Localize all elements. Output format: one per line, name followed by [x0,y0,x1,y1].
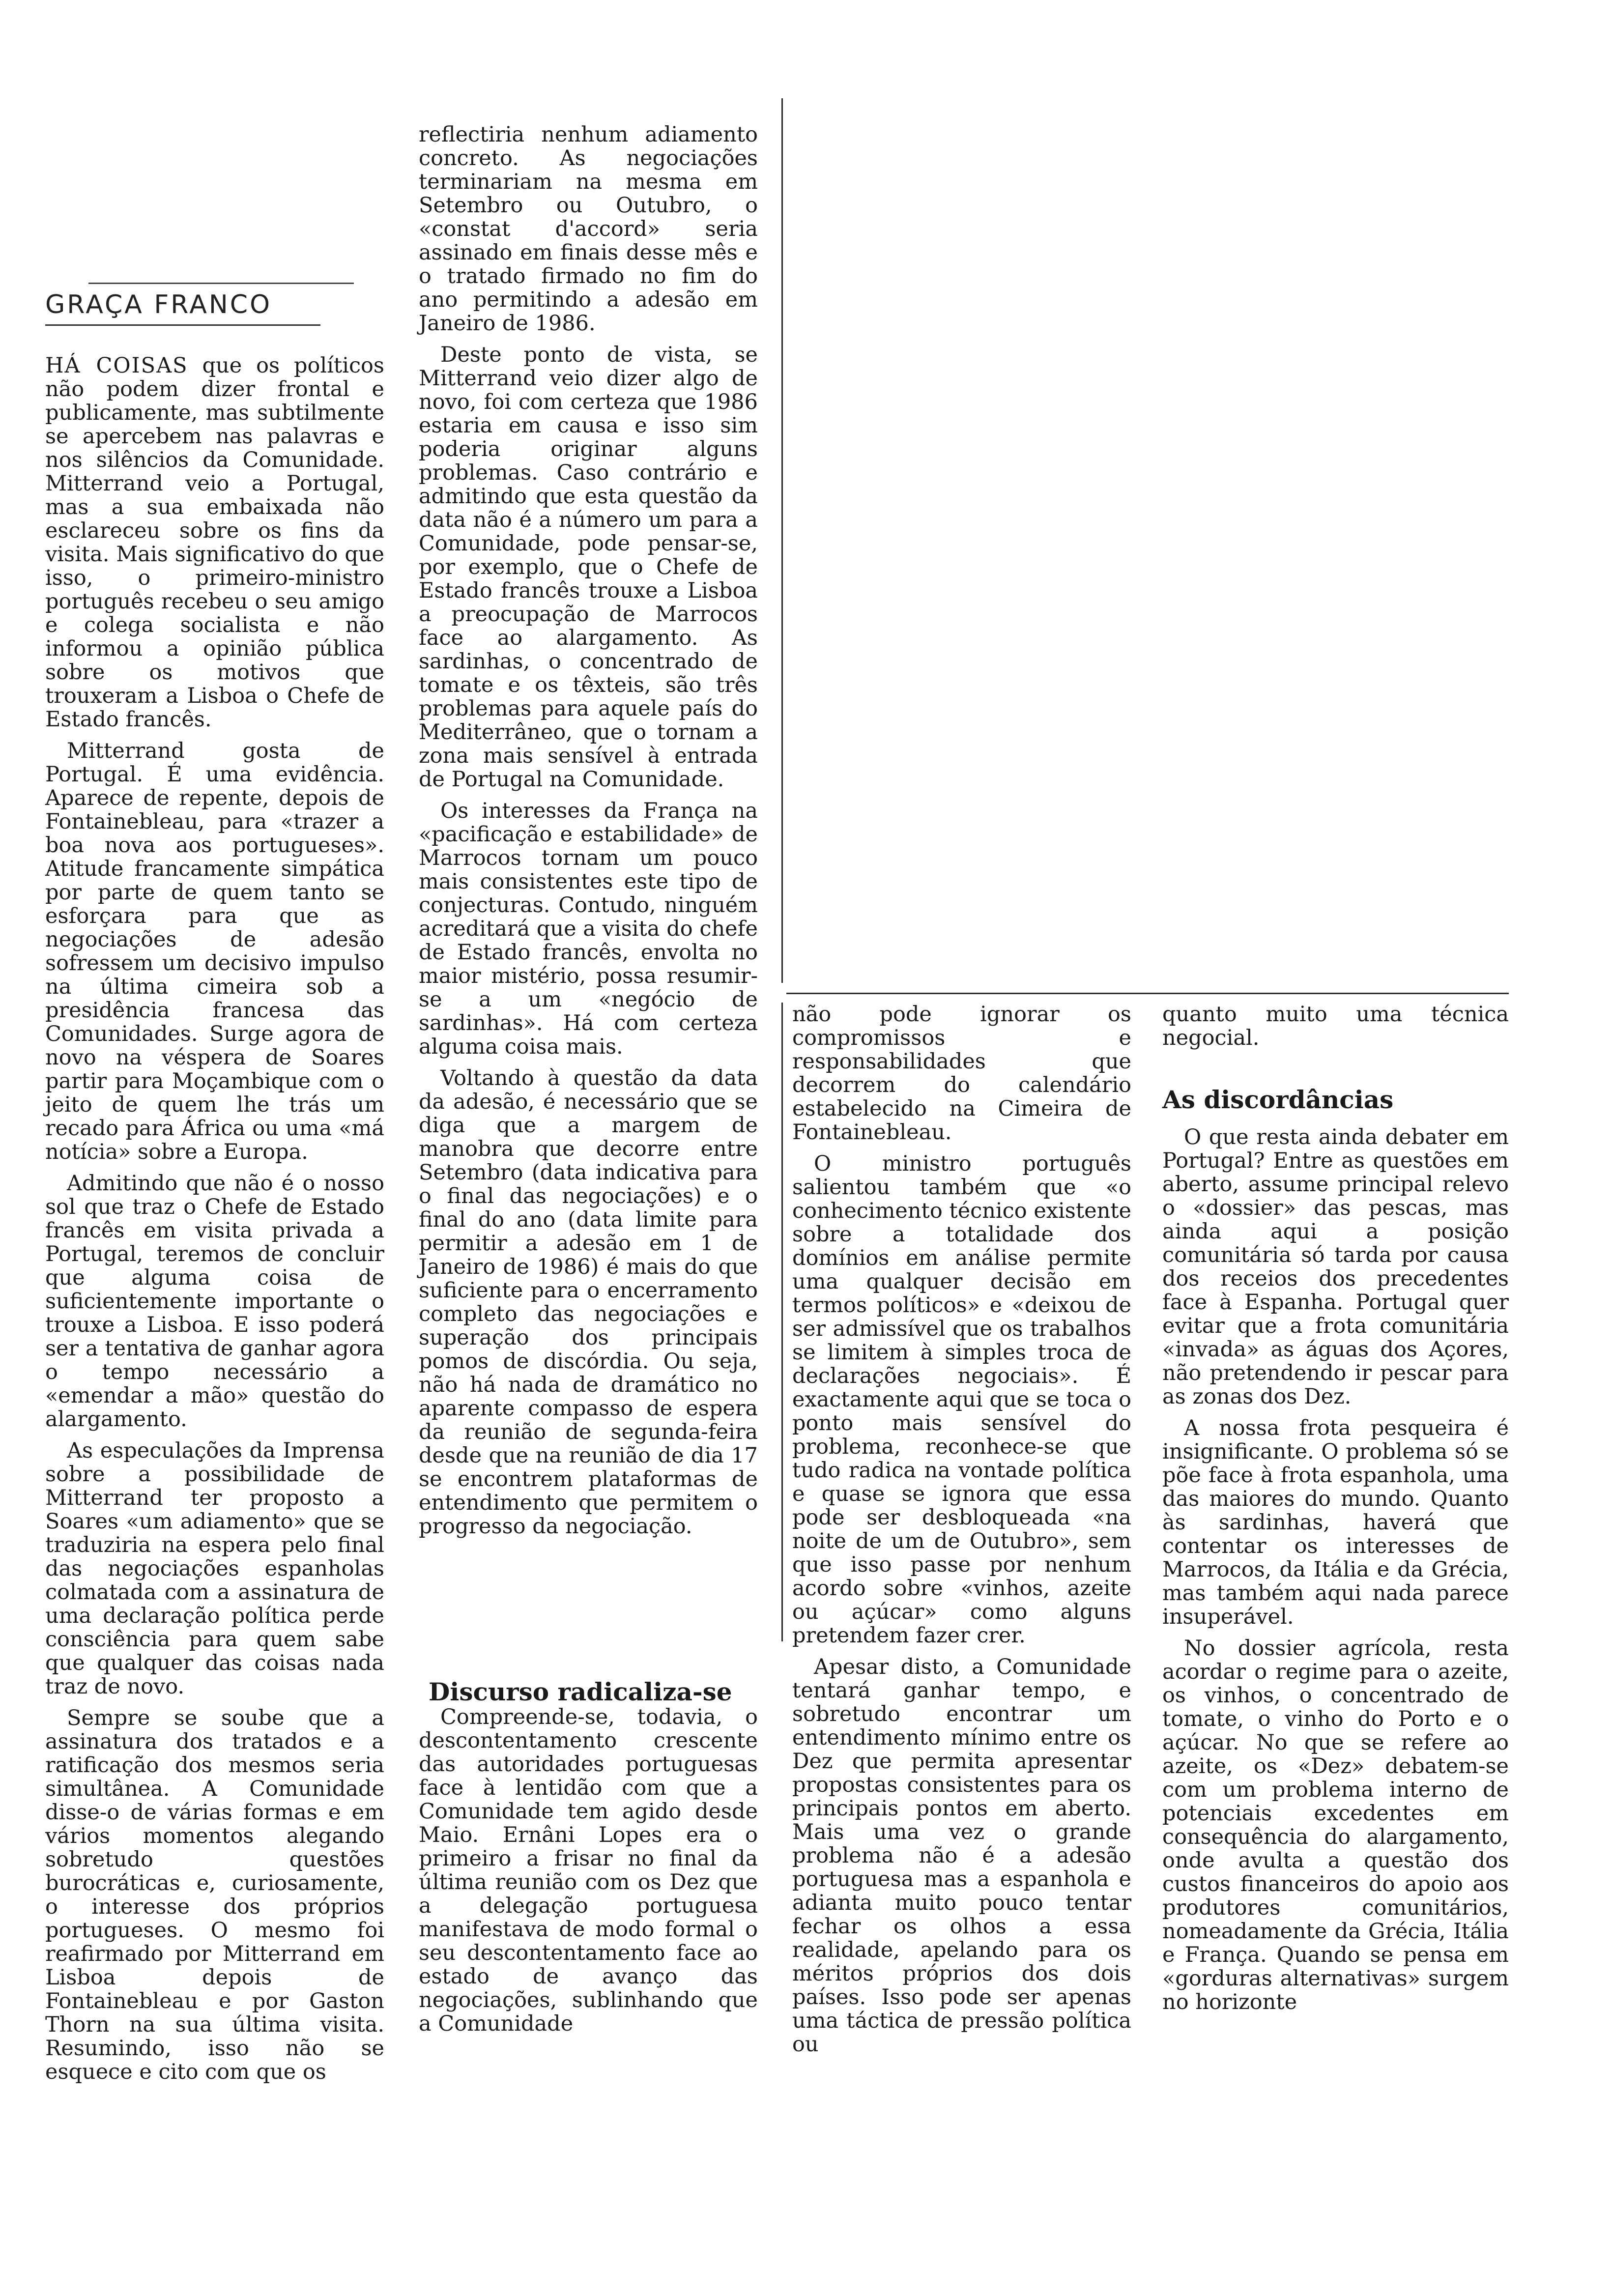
article-column-4-continued [1162,1125,1509,2022]
article-paragraph: Compreende-se, todavia, o descontentamento crescente das autoridades portuguesas face à lentidão com que a Comunidade tem agido desde Maio. Ernâni Lopes era o primeiro a frisar no final da última reunião com os Dez que a delegação portuguesa manifestava de modo formal o seu descontentamento face ao estado de avanço das negociações, sublinhando que a Comunidade [419,1705,758,2036]
article-paragraph: Os interesses da França na «pacificação e estabilidade» de Marrocos tornam um pouco mais consistentes este tipo de conjecturas. Contudo, ninguém acreditará que a visita do chefe de Estado francês, envolta no maior mistério, possa resumir-se a um «negócio de sardinhas». Há com certeza alguma coisa mais. [419,799,758,1059]
article-column-3 [792,1003,1131,2064]
subheading: Discurso radicaliza-se [429,1677,732,1706]
article-paragraph: Deste ponto de vista, se Mitterrand veio dizer algo de novo, foi com certeza que 1986 estaria em causa e isso sim poderia originar alguns problemas. Caso contrário e admitindo que esta questão da data não é a número um para a Comunidade, pode pensar-se, por exemplo, que o Chefe de Estado francês trouxe a Lisboa a preocupação de Marrocos face ao alargamento. As sardinhas, o concentrado de tomate e os têxteis, são três problemas para aquele país do Mediterrâneo, que o tornam a zona mais sensível à entrada de Portugal na Comunidade. [419,343,758,792]
subheading: As discordâncias [1162,1085,1394,1114]
article-paragraph: reflectiria nenhum adiamento concreto. As negociações terminariam na mesma em Setembro ou Outubro, o «constat d'accord» seria assinado em finais desse mês e o tratado firmado no fim do ano permitindo a adesão em Janeiro de 1986. [419,122,758,336]
lead-words: HÁ COISAS [45,353,188,378]
column-divider [781,1003,783,1641]
byline: GRAÇA FRANCO [45,290,272,319]
header-rule [88,283,354,284]
horizontal-divider [786,993,1509,994]
article-column-4 [1162,1003,1509,1058]
article-paragraph: quanto muito uma técnica negocial. [1162,1002,1509,1050]
article-paragraph: No dossier agrícola, resta acordar o regime para o azeite, os vinhos, o concentrado de tomate, o vinho do Porto e o açúcar. No que se refere ao azeite, os «Dez» debatem-se com um problema interno de potenciais excedentes em consequência do alargamento, onde avulta a questão dos custos financeiros do apoio aos produtores comunitários, nomeadamente da Grécia, Itália e França. Quando se pensa em «gorduras alternativas» surgem no horizonte [1162,1636,1509,2014]
article-paragraph: Voltando à questão da data da adesão, é necessário que se diga que a margem de manobra que decorre entre Setembro (data indicativa para o final das negociações) e o final do ano (data limite para permitir a adesão em 1 de Janeiro de 1986) é mais do que suficiente para o encerramento completo das negociações e superação dos principais pomos de discórdia. Ou seja, não há nada de dramático no aparente compasso de espera da reunião de segunda-feira desde que na reunião de dia 17 se encontrem plataformas de entendimento que permitem o progresso da negociação. [419,1066,758,1539]
byline-rule [45,324,320,326]
article-column-2-continued [419,1705,758,2043]
article-column-2 [419,123,758,1546]
article-column-1 [45,354,384,2092]
article-paragraph: HÁ COISAS que os políticos não podem dizer frontal e publicamente, mas subtilmente se apercebem nas palavras e nos silêncios da Comunidade. Mitterrand veio a Portugal, mas a sua embaixada não esclareceu sobre os fins da visita. Mais significativo do que isso, o primeiro-ministro português recebeu o seu amigo e colega socialista e não informou a opinião pública sobre os motivos que trouxeram a Lisboa o Chefe de Estado francês. [45,353,385,732]
article-paragraph: O ministro português salientou também que «o conhecimento técnico existente sobre a totalidade dos domínios em análise permite uma qualquer decisão em termos políticos» e «deixou de ser admissível que os trabalhos se limitem à simples troca de declarações negociais». É exactamente aqui que se toca o ponto mais sensível do problema, reconhece-se que tudo radica na vontade política e quase se ignora que essa pode ser desbloqueada «na noite de um de Outubro», sem que isso passe por nenhum acordo sobre «vinhos, azeite ou açúcar» como alguns pretendem fazer crer. [792,1151,1131,1648]
article-paragraph: Sempre se soube que a assinatura dos tratados e a ratificação dos mesmos seria simultânea. A Comunidade disse-o de várias formas e em vários momentos alegando sobretudo questões burocráticas e, curiosamente, o interesse dos próprios portugueses. O mesmo foi reafirmado por Mitterrand em Lisboa depois de Fontainebleau e por Gaston Thorn na sua última visita. Resumindo, isso não se esquece e cito com que os [45,1706,384,2084]
article-paragraph: A nossa frota pesqueira é insignificante. O problema só se põe face à frota espanhola, uma das maiores do mundo. Quanto às sardinhas, haverá que contentar os interesses de Marrocos, da Itália e da Grécia, mas também aqui nada parece insuperável. [1162,1416,1509,1629]
column-divider [781,98,783,983]
article-paragraph: As especulações da Imprensa sobre a possibilidade de Mitterrand ter proposto a Soares «um adiamento» que se traduziria na espera pelo final das negociações espanholas colmatada com a assinatura de uma declaração política perde consciência para quem sabe que qualquer das coisas nada traz de novo. [45,1438,384,1699]
article-paragraph: Admitindo que não é o nosso sol que traz o Chefe de Estado francês em visita privada a Portugal, teremos de concluir que alguma coisa de suficientemente importante o trouxe a Lisboa. E isso poderá ser a tentativa de ganhar agora o tempo necessário a «emendar a mão» questão do alargamento. [45,1171,384,1432]
article-paragraph: O que resta ainda debater em Portugal? Entre as questões em aberto, assume principal relevo o «dossier» das pescas, mas ainda aqui a posição comunitária só tarda por causa dos receios dos precedentes face à Espanha. Portugal quer evitar que a frota comunitária «invada» as águas dos Açores, não pretendendo ir pescar para as zonas dos Dez. [1162,1125,1509,1409]
article-paragraph: Apesar disto, a Comunidade tentará ganhar tempo, e sobretudo encontrar um entendimento mínimo entre os Dez que permita apresentar propostas consistentes para os principais pontos em aberto. Mais uma vez o grande problema não é a adesão portuguesa mas a espanhola e adianta muito pouco tentar fechar os olhos a essa realidade, apelando para os méritos próprios dos dois países. Isso pode ser apenas uma táctica de pressão política ou [792,1655,1131,2057]
article-paragraph: não pode ignorar os compromissos e responsabilidades que decorrem do calendário estabelecido na Cimeira de Fontainebleau. [792,1002,1131,1145]
article-paragraph: Mitterrand gosta de Portugal. É uma evidência. Aparece de repente, depois de Fontainebleau, para «trazer a boa nova aos portugueses». Atitude francamente simpática por parte de quem tanto se esforçara para que as negociações de adesão sofressem um decisivo impulso na última cimeira sob a presidência francesa das Comunidades. Surge agora de novo na véspera de Soares partir para Moçambique com o jeito de quem lhe trás um recado para África ou uma «má notícia» sobre a Europa. [45,739,384,1164]
